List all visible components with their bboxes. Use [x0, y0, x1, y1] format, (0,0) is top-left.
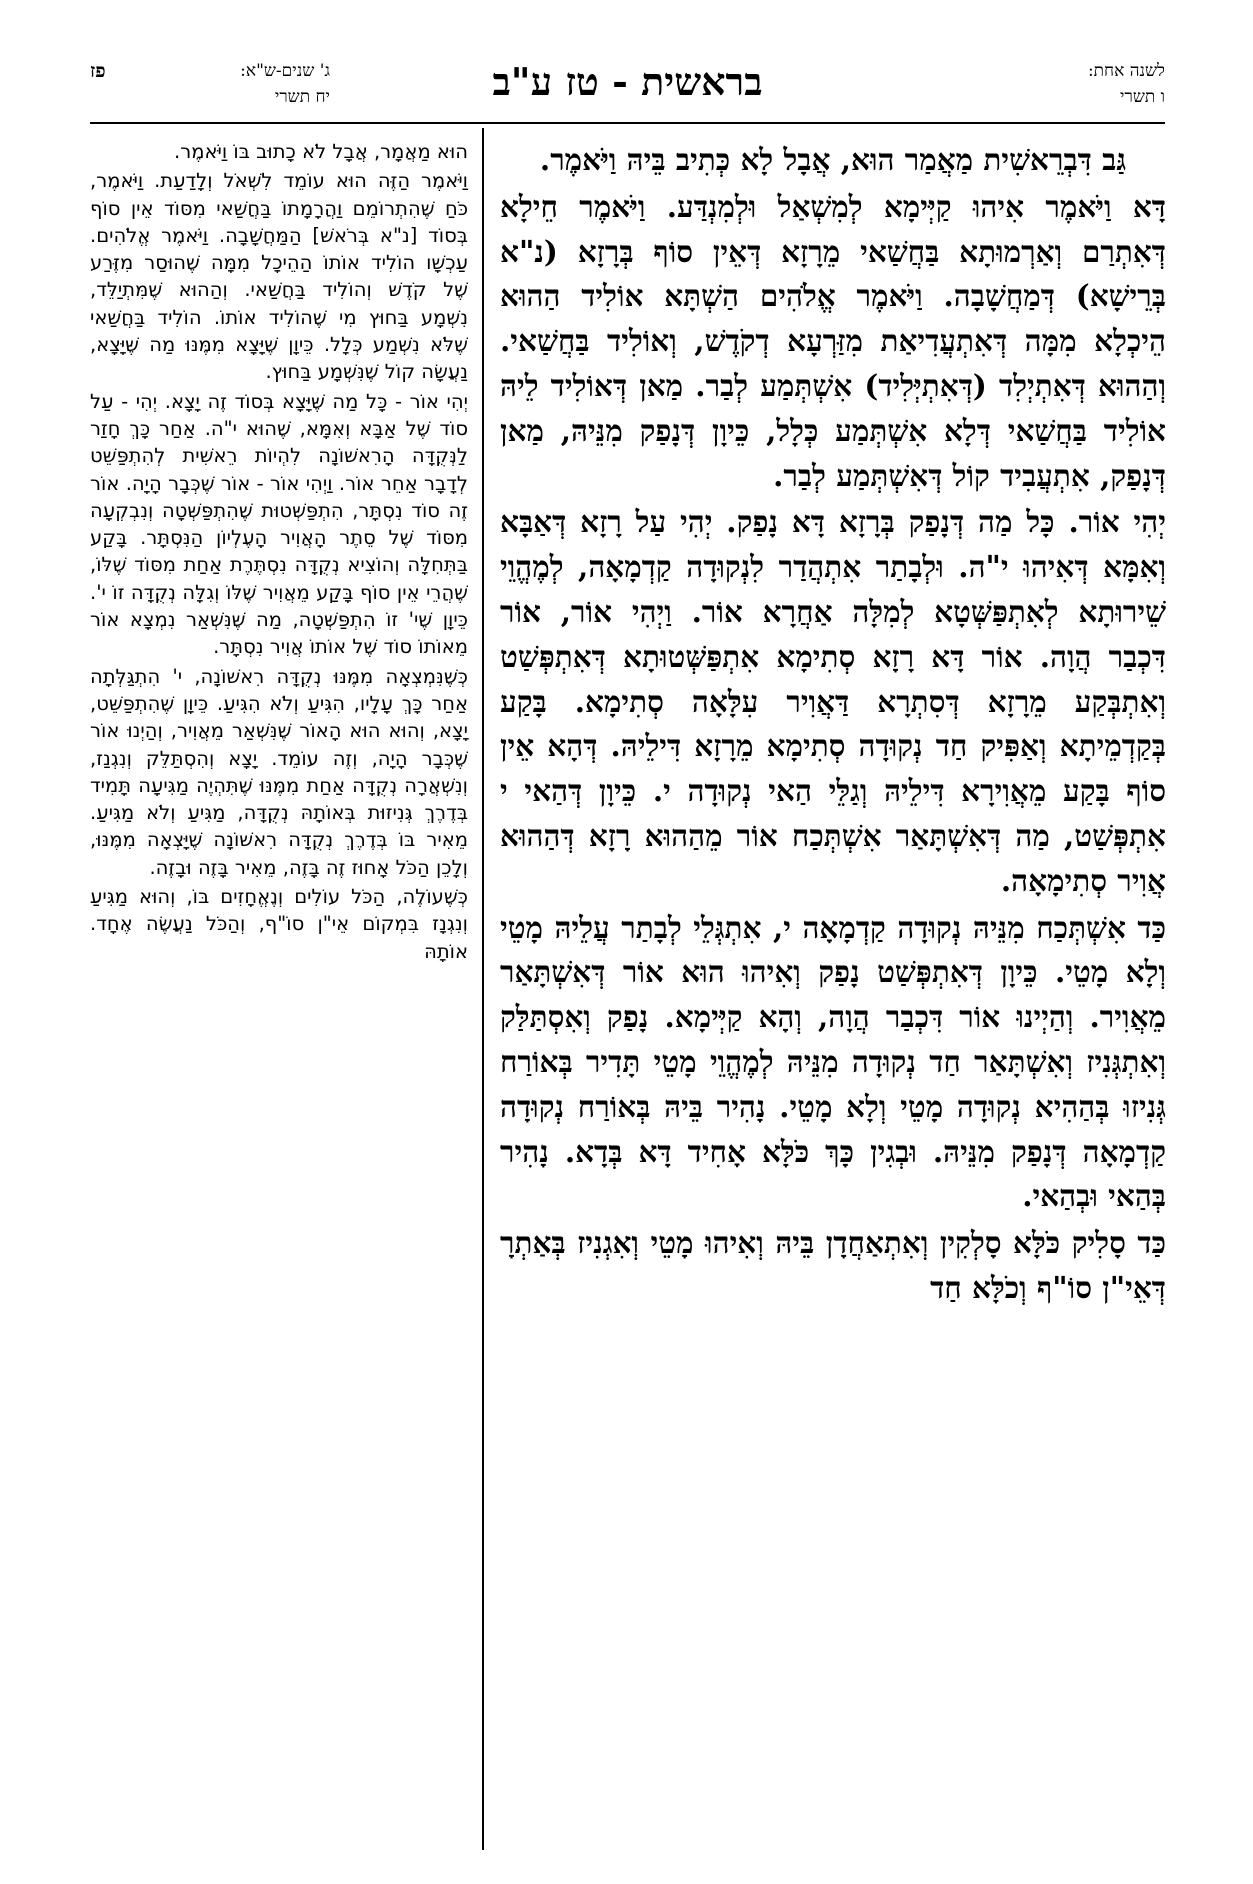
- commentary-paragraph: וַיֹּאמֶר הַזֶּה הוּא עוֹמֵד לִשְׁאֹל וְלָדַעַת. וַיֹּאמֶר, כֹּחַ שֶׁהִתְרוֹמֵם וַהֲרָמָתוֹ בַּחֲשַׁאי מִסּוֹד אֵין סוֹף בְּסוֹד [נ"א בְּרֹאשׁ] הַמַּחֲשָׁבָה. וַיֹּאמֶר אֱלֹהִים. עַכְשָׁו הוֹלִיד אוֹתוֹ הַהֵיכָל מִמָּה שֶׁהוּסַר מִזֶּרַע שֶׁל קֹדֶשׁ וְהוֹלִיד בַּחֲשַׁאי. וְהַהוּא שֶׁמִּתְיַלֵּד, נִשְׁמָע בַּחוּץ מִי שֶׁהוֹלִיד אוֹתוֹ. הוֹלִיד בַּחֲשַׁאי שֶׁלֹּא נִשְׁמַע כְּלָל. כֵּיוָן שֶׁיָּצָא מִמֶּנּוּ מַה שֶּׁיָּצָא, נַעֲשָׂה קוֹל שֶׁנִּשְׁמָע בַּחוּץ.: [90, 169, 468, 384]
- main-paragraph: יְהִי אוֹר. כָּל מַה דְּנָפַק בְּרָזָא דָּא נָפַק. יְהִי עַל רָזָא דְּאַבָּא וְאִמָּא דְּאִיהוּ י"ה. וּלְבָתַר אִתְהֲדַר לִנְקוּדָה קַדְמָאָה, לְמֶהֱוֵי שֵׁירוּתָא לְאִתְפַּשְּׁטָא לְמִלָּה אַחֲרָא אוֹר. וַיְהִי אוֹר, אוֹר דִּכְבַר הֲוָה. אוֹר דָּא רָזָא סְתִימָא אִתְפַּשְּׁטוּתָא דְּאִתְפְּשַׁט וְאִתְבְּקַע מֵרָזָא דְּסִתְרָא דַּאֲוִיר עִלָּאָה סְתִימָא. בָּקַע בְּקַדְמֵיתָא וְאַפִּיק חַד נְקוּדָה סְתִימָא מֵרָזָא דִּילֵיהּ. דְּהָא אֵין סוֹף בָּקַע מֵאֲוִירָא דִּילֵיהּ וְגַלֵּי הַאי נְקוּדָה י. כֵּיוָן דְּהַאי י אִתְפְּשַׁט, מַה דְּאִשְׁתָּאַר אִשְׁתְּכַח אוֹר מֵהַהוּא רָזָא דְּהַהוּא אֲוִיר סְתִימָאָה.: [500, 504, 1166, 898]
- commentary-paragraph: יְהִי אוֹר - כָּל מַה שֶּׁיָּצָא בְּסוֹד זֶה יָצָא. יְהִי - עַל סוֹד שֶׁל אַבָּא וְאִמָּא, שֶׁהוּא י"ה. אַחַר כָּךְ חָזַר לַנְּקֻדָּה הָרִאשׁוֹנָה לִהְיוֹת רֵאשִׁית לְהִתְפַּשֵּׁט לְדָבָר אַחֵר אוֹר. וַיְהִי אוֹר - אוֹר שֶׁכְּבָר הָיָה. אוֹר זֶה סוֹד נִסְתָּר, הִתְפַּשְּׁטוּת שֶׁהִתְפַּשְּׁטָה וְנִבְקְעָה מִסּוֹד שֶׁל סֵתֶר הָאֲוִיר הָעֶלְיוֹן הַנִּסְתָּר. בָּקַע בַּתְּחִלָּה וְהוֹצִיא נְקֻדָּה נִסְתֶּרֶת אַחַת מִסּוֹד שֶׁלּוֹ, שֶׁהֲרֵי אֵין סוֹף בָּקַע מֵאֲוִיר שֶׁלּוֹ וְגִלָּה נְקֻדָּה זוֹ י'. כֵּיוָן שֶׁי' זוֹ הִתְפַּשְּׁטָה, מַה שֶּׁנִּשְׁאַר נִמְצָא אוֹר מֵאוֹתוֹ סוֹד שֶׁל אוֹתוֹ אֲוִיר נִסְתָּר.: [90, 389, 468, 659]
- commentary-paragraph: כְּשֶׁנִּמְצְאָה מִמֶּנּוּ נְקֻדָּה רִאשׁוֹנָה, י' הִתְגַּלְּתָה אַחַר כָּךְ עָלָיו, הִגִּיעַ וְלֹא הִגִּיעַ. כֵּיוָן שֶׁהִתְפַּשֵּׁט, יָצָא, וְהוּא הוּא הָאוֹר שֶׁנִּשְׁאַר מֵאֲוִיר, וְהַיְנוּ אוֹר שֶׁכְּבָר הָיָה, וְזֶה עוֹמֵד. יָצָא וְהִסְתַּלֵּק וְנִגְנַז, וְנִשְׁאֲרָה נְקֻדָּה אַחַת מִמֶּנּוּ שֶׁתִּהְיֶה מַגִּיעָה תָּמִיד בְּדֶרֶךְ גְּנִיזוּת בְּאוֹתָהּ נְקֻדָּה, מַגִּיעַ וְלֹא מַגִּיעַ. מֵאִיר בּוֹ בְּדֶרֶךְ נְקֻדָּה רִאשׁוֹנָה שֶׁיָּצְאָה מִמֶּנּוּ, וְלָכֵן הַכֹּל אָחוּז זֶה בָּזֶה, מֵאִיר בָּזֶה וּבָזֶה.: [90, 664, 468, 879]
- schedule-label: ג' שנים-ש"א:: [240, 61, 330, 81]
- page-title: בראשית - טז ע"ב: [492, 59, 763, 104]
- schedule-label: לשנה אחת:: [1087, 61, 1165, 81]
- commentary-paragraph: הוּא מַאֲמָר, אֲבָל לֹא כָתוּב בּוֹ וַיֹּאמֶר.: [174, 140, 468, 163]
- commentary-paragraph: כְּשֶׁעוֹלֶה, הַכֹּל עוֹלִים וְנֶאֱחָזִים בּוֹ, וְהוּא מַגִּיעַ וְנִגְנָז בִּמְקוֹם אֵי"ן סוֹ"ף, וְהַכֹּל נַעֲשֶׂה אֶחָד. אוֹתָהּ: [90, 885, 468, 963]
- commentary-column: [90, 138, 468, 967]
- column-divider: [482, 128, 484, 1850]
- main-paragraph: כַּד סָלִיק כֹּלָּא סָלְקִין וְאִתְאַחֲדָן בֵּיהּ וְאִיהוּ מָטֵי וְאִגְנִיז בְּאַתְרָ דְּאֵי"ן סוֹ"ף וְכֹלָּא חַד: [500, 1225, 1166, 1305]
- page-header: [90, 58, 1165, 128]
- main-paragraph: גַּב דִּבְרֵאשִׁית מַאֲמַר הוּא, אֲבָל לָא כְּתִיב בֵּיהּ וַיֹּאמֶר.: [539, 142, 1127, 177]
- main-paragraph: כַּד אִשְׁתְּכַח מִנֵּיהּ נְקוּדָה קַדְמָאָה י, אִתְגְּלֵי לְבָתַר עֲלֵיהּ מָטֵי וְלָא מָטֵי. כֵּיוָן דְּאִתְפְּשַׁט נָפַק וְאִיהוּ הוּא אוֹר דְּאִשְׁתָּאַר מֵאֲוִיר. וְהַיְינוּ אוֹר דִּכְבַר הֲוָה, וְהָא קַיְּימָא. נָפַק וְאִסְתַּלַּק וְאִתְגְּנִיז וְאִשְׁתָּאַר חַד נְקוּדָה מִנֵּיהּ לְמֶהֱוֵי מָטֵי תָּדִיר בְּאוֹרַח גְּנִיזוּ בְּהַהִיא נְקוּדָה מָטֵי וְלָא מָטֵי. נָהִיר בֵּיהּ בְּאוֹרַח נְקוּדָה קַדְמָאָה דְּנָפַק מִנֵּיהּ. וּבְגִין כָּךְ כֹּלָּא אָחִיד דָּא בְּדָא. נָהִיר בְּהַאי וּבְהַאי.: [500, 909, 1166, 1214]
- schedule-date: יח תשרי: [274, 87, 330, 107]
- main-paragraph: דָּא וַיֹּאמֶר אִיהוּ קַיְּימָא לְמִשְׁאַל וּלְמִנְדַּע. וַיֹּאמֶר חֵילָא דְּאִתְרַם וְאַרְמוּתָא בַּחֲשַׁאי מֵרָזָא דְּאֵין סוֹף בְּרָזָא (נ"א בְּרֵישָׁא) דְּמַחֲשָׁבָה. וַיֹּאמֶר אֱלֹהִים הַשְׁתָּא אוֹלִיד הַהוּא הֵיכְלָא מִמָּה דְּאִתְעֲדִיאַת מִזַּרְעָא דְקֹדֶשׁ, וְאוֹלִיד בַּחֲשַׁאי. וְהַהוּא דְּאִתְיְלִד (דְּאִתְיְּלִיד) אִשְׁתְּמַע לְבַר. מַאן דְּאוֹלִיד לֵיהּ אוֹלִיד בַּחֲשַׁאי דְּלָא אִשְׁתְּמַע כְּלָל, כֵּיוָן דְּנָפַק מִנֵּיהּ, מַאן דְּנָפַק, אִתְעֲבִיד קוֹל דְּאִשְׁתְּמַע לְבַר.: [500, 188, 1166, 493]
- header-rule: [90, 122, 1165, 124]
- study-schedule-three-years: [130, 58, 330, 110]
- main-text-column: [500, 138, 1166, 1313]
- page-number: פז: [90, 60, 106, 82]
- schedule-date: ו תשרי: [1120, 87, 1165, 107]
